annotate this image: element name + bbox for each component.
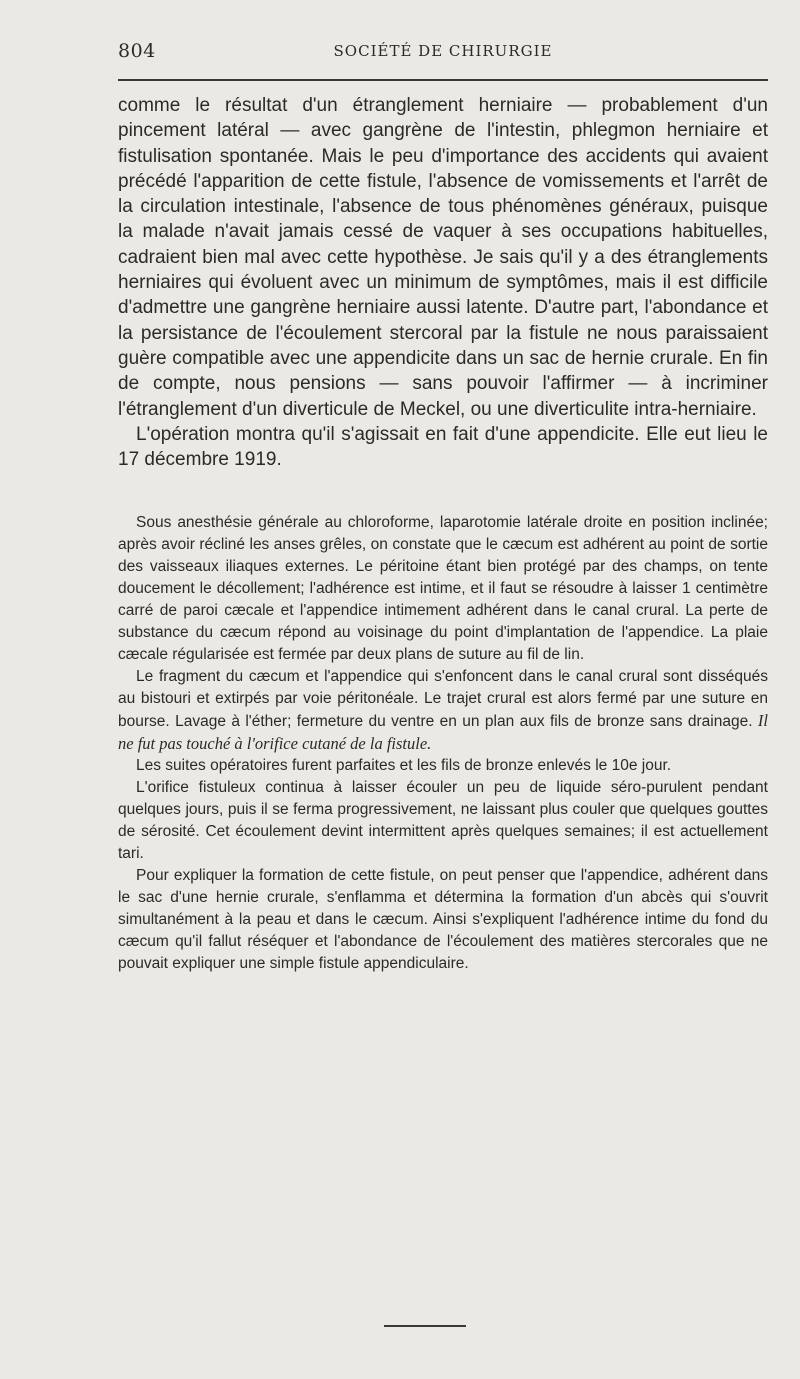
main-text [118,93,768,472]
italic-note: Il ne fut pas touché à l'orifice cutané de la fistule. [118,710,769,753]
paragraph-explanation: Pour expliquer la formation de cette fistule, on peut penser que l'appendice, adhérent dans le sac d'une hernie crurale, s'enflamma et détermina la formation d'un abcès qui s'ouvrit simultanément à la peau et dans le cæcum. Ainsi s'expliquent l'adhérence intime du fond du cæcum qu'il fallut réséquer et l'abondance de l'écoulement des matières stercorales que ne pouvait expliquer une simple fistule appendiculaire. [118,866,768,972]
paragraph-diagnosis: comme le résultat d'un étranglement herniaire — probablement d'un pincement latéral — avec gangrène de l'intestin, phlegmon herniaire et fistulisation spontanée. Mais le peu d'importance des accidents qui avaient précédé l'apparition de cette fistule, l'absence de vomissements et l'arrêt de la circulation intestinale, l'absence de tous phénomènes généraux, puisque la malade n'avait jamais cessé de vaquer à ses occupations habituelles, cadraient bien mal avec cette hypothèse. Je sais qu'il y a des étranglements herniaires qui évoluent avec un minimum de symptômes, mais il est difficile d'admettre une gangrène herniaire aussi latente. D'autre part, l'abondance et la persistance de l'écoulement stercoral par la fistule ne nous paraissaient guère compatible avec une appendicite dans un sac de hernie crurale. En fin de compte, nous pensions — sans pouvoir l'affirmer — à incriminer l'étranglement d'un diverticule de Meckel, ou une diverticulite intra-herniaire. [118,95,768,420]
page-number: 804 [118,40,156,62]
paragraph-postop: Les suites opératoires furent parfaites et les fils de bronze enlevés le 10e jour. [136,757,672,775]
dissection-text: Le fragment du cæcum et l'appendice qui s'enfoncent dans le canal crural sont disséqués au bistouri et extirpés par voie péritonéale. Le trajet crural est alors fermé par une suture en bourse. Lavage à l'éther; fermeture du ventre en un plan aux fils de bronze sans drainage. [118,667,768,730]
paragraph-fistula-course: L'orifice fistuleux continua à laisser écouler un peu de liquide séro-purulent pendant quelques jours, puis il se ferma progressivement, ne laissant plus couler que quelques gouttes de sérosité. Cet écoulement devint intermittent après quelques semaines; il est actuellement tari. [118,779,768,863]
running-title: SOCIÉTÉ DE CHIRURGIE [333,42,553,60]
body-text [118,93,768,974]
paragraph-operation-summary: L'opération montra qu'il s'agissait en fait d'une appendicite. Elle eut lieu le 17 décembre 1919. [118,423,768,471]
running-head [118,40,768,66]
operation-report [118,512,768,974]
header-rule [118,79,768,81]
paragraph-procedure: Sous anesthésie générale au chloroforme, laparotomie latérale droite en position inclinée; après avoir récliné les anses grêles, on constate que le cæcum est adhérent au point de sortie des vaisseaux iliaques externes. Le péritoine étant bien protégé par des champs, on tente doucement le décollement; l'adhérence est intime, et il faut se résoudre à laisser 1 centimètre carré de paroi cæcale et l'appendice intimement adhérent dans le canal crural. La perte de substance du cæcum répond au voisinage du point d'implantation de l'appendice. La plaie cæcale régularisée est fermée par deux plans de suture au fil de lin. [118,514,768,663]
end-rule [384,1325,466,1327]
paragraph-dissection [118,666,768,756]
